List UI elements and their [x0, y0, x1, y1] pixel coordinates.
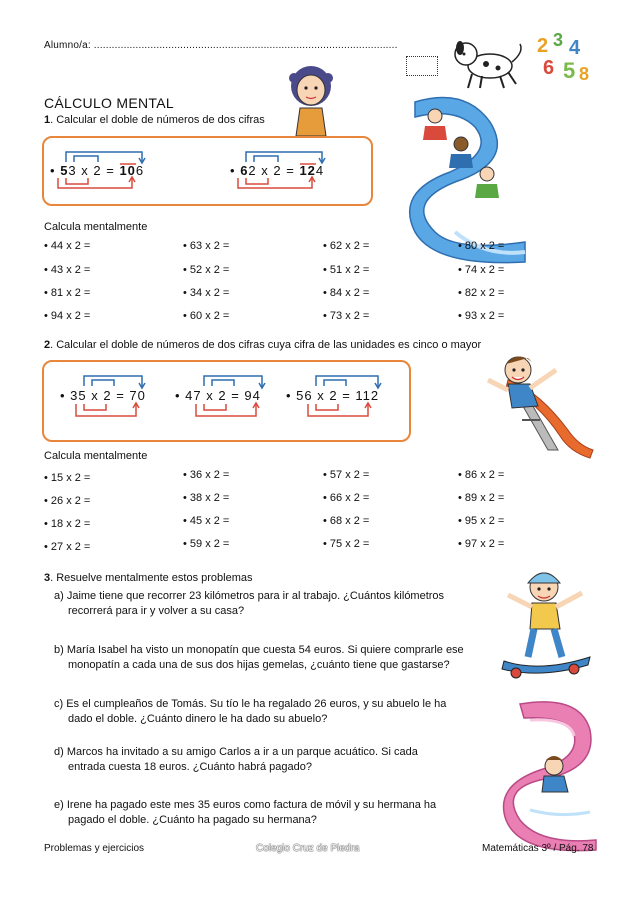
- section-1-number: 1: [44, 114, 51, 126]
- section-1-instruction: [44, 114, 265, 126]
- example-digit-tens: 6: [240, 163, 249, 178]
- footer-left: Problemas y ejercicios: [44, 843, 145, 854]
- problem-line: e) Irene ha pagado este mes 35 euros como factura de móvil y su hermana ha: [54, 799, 437, 811]
- exercise-item: • 93 x 2 =: [458, 310, 505, 322]
- exercise-item: • 18 x 2 =: [44, 518, 91, 530]
- grade-box: [406, 56, 438, 76]
- bullet: •: [50, 163, 56, 178]
- example-digit-tens: 5: [60, 163, 69, 178]
- problem-line: a) Jaime tiene que recorrer 23 kilómetros para ir al trabajo. ¿Cuántos kilómetros: [54, 590, 445, 602]
- exercise-item: • 63 x 2 =: [183, 240, 230, 252]
- slide-boy-illustration: [478, 350, 596, 460]
- problem-c: [54, 697, 446, 727]
- example-2a: • 35 x 2 = 70: [60, 388, 146, 403]
- exercise-item: • 74 x 2 =: [458, 264, 505, 276]
- svg-text:3: 3: [553, 30, 564, 50]
- exercise-item: • 81 x 2 =: [44, 287, 91, 299]
- exercise-item: • 51 x 2 =: [323, 264, 370, 276]
- exercise-item: • 66 x 2 =: [323, 492, 370, 504]
- problem-e: [54, 798, 436, 828]
- example-result-bold: 10: [119, 163, 136, 178]
- exercise-item: • 95 x 2 =: [458, 515, 505, 527]
- exercise-item: • 94 x 2 =: [44, 310, 91, 322]
- footer-right: Matemáticas 3º / Pág. 78: [482, 843, 594, 854]
- example-result-units: 4: [315, 163, 325, 178]
- exercise-item: • 27 x 2 =: [44, 541, 91, 553]
- problem-line: b) María Isabel ha visto un monopatín que cuesta 54 euros. Si quiere comprarle ese: [54, 644, 464, 656]
- example-1a: [50, 163, 144, 178]
- section-3-text: . Resuelve mentalmente estos problemas: [50, 572, 253, 584]
- waterslide-illustration: [395, 92, 530, 262]
- problem-line: pagado el doble. ¿Cuánto ha pagado su hermana?: [68, 814, 317, 826]
- exercise-item: • 86 x 2 =: [458, 469, 505, 481]
- exercise-item: • 59 x 2 =: [183, 538, 230, 550]
- problem-a: [54, 589, 444, 619]
- problem-line: monopatín a cada una de sus dos hijas gemelas, ¿cuánto tiene que gastarse?: [68, 659, 450, 671]
- problem-line: recorrerá para ir y volver a su casa?: [68, 605, 245, 617]
- page-title: CÁLCULO MENTAL: [44, 95, 174, 111]
- exercise-item: • 60 x 2 =: [183, 310, 230, 322]
- exercise-item: • 52 x 2 =: [183, 264, 230, 276]
- problem-line: c) Es el cumpleaños de Tomás. Su tío le ha regalado 26 euros, y su abuelo le ha: [54, 698, 447, 710]
- exercise-item: • 62 x 2 =: [323, 240, 370, 252]
- svg-text:4: 4: [569, 37, 581, 59]
- exercise-item: • 36 x 2 =: [183, 469, 230, 481]
- exercise-item: • 43 x 2 =: [44, 264, 91, 276]
- exercise-item: • 89 x 2 =: [458, 492, 505, 504]
- exercise-item: • 82 x 2 =: [458, 287, 505, 299]
- problem-d: [54, 745, 418, 775]
- dog-illustration: [450, 34, 528, 90]
- exercise-item: • 80 x 2 =: [458, 240, 505, 252]
- exercise-item: • 75 x 2 =: [323, 538, 370, 550]
- example-2c: • 56 x 2 = 112: [286, 388, 380, 403]
- exercise-item: • 68 x 2 =: [323, 515, 370, 527]
- example-digit-units: 2: [248, 163, 257, 178]
- exercise-item: • 26 x 2 =: [44, 495, 91, 507]
- section-3-number: 3: [44, 572, 51, 584]
- section-2-instruction: [44, 339, 481, 351]
- pink-slide-illustration: [490, 700, 600, 850]
- skateboard-kid-illustration: [490, 565, 598, 685]
- student-name-line: Alumno/a: ......................................................................................................: [44, 40, 398, 51]
- example-operation: x 2 =: [261, 163, 295, 178]
- exercise-item: • 45 x 2 =: [183, 515, 230, 527]
- footer-center: Colegio Cruz de Piedra: [256, 843, 360, 854]
- svg-text:2: 2: [537, 35, 549, 57]
- section-2-number: 2: [44, 339, 51, 351]
- svg-text:8: 8: [579, 64, 590, 84]
- example-2b: • 47 x 2 = 94: [175, 388, 261, 403]
- svg-text:6: 6: [543, 57, 555, 79]
- calc-label-1: Calcula mentalmente: [44, 221, 148, 233]
- section-3-instruction: [44, 572, 253, 584]
- problem-line: d) Marcos ha invitado a su amigo Carlos a ir a un parque acuático. Si cada: [54, 746, 418, 758]
- numbers-illustration: [535, 30, 595, 84]
- problem-b: [54, 643, 464, 673]
- girl-illustration: [282, 60, 340, 136]
- example-digit-units: 3: [68, 163, 77, 178]
- exercise-item: • 34 x 2 =: [183, 287, 230, 299]
- exercise-item: • 44 x 2 =: [44, 240, 91, 252]
- exercise-item: • 84 x 2 =: [323, 287, 370, 299]
- example-1b: [230, 163, 324, 178]
- calc-label-2: Calcula mentalmente: [44, 450, 148, 462]
- svg-text:5: 5: [563, 58, 576, 83]
- example-operation: x 2 =: [81, 163, 115, 178]
- exercise-item: • 57 x 2 =: [323, 469, 370, 481]
- exercise-item: • 15 x 2 =: [44, 472, 91, 484]
- example-result-units: 6: [135, 163, 145, 178]
- section-2-text: . Calcular el doble de números de dos cifras cuya cifra de las unidades es cinco o mayor: [50, 339, 482, 351]
- exercise-item: • 38 x 2 =: [183, 492, 230, 504]
- bullet: •: [230, 163, 236, 178]
- example-result-bold: 12: [299, 163, 316, 178]
- exercise-item: • 73 x 2 =: [323, 310, 370, 322]
- section-1-text: . Calcular el doble de números de dos cifras: [50, 114, 265, 126]
- exercise-item: • 97 x 2 =: [458, 538, 505, 550]
- problem-line: entrada cuesta 18 euros. ¿Cuánto habrá pagado?: [68, 761, 313, 773]
- problem-line: dado el doble. ¿Cuánto dinero le ha dado su abuelo?: [68, 713, 328, 725]
